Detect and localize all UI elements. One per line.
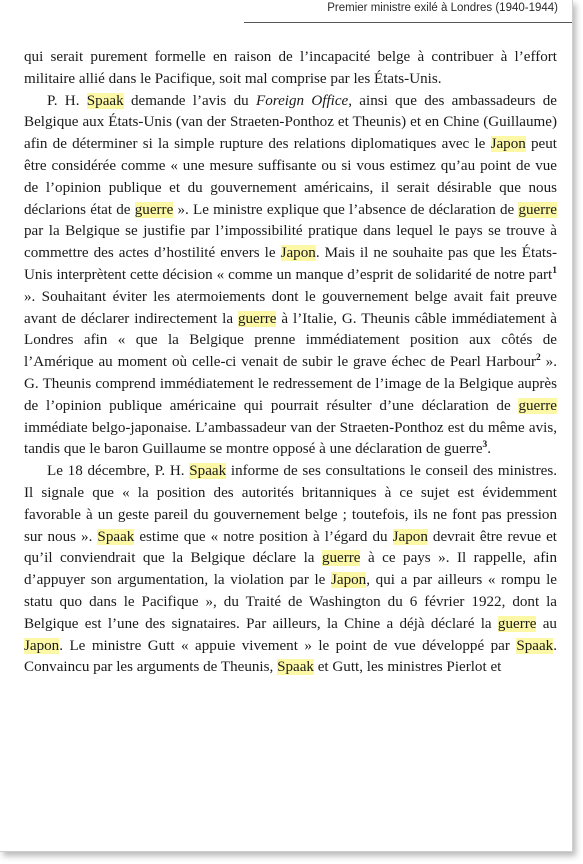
text-run: ». Souhaitant éviter les atermoiements dont le gouvernement belge avait fait preuve avant de déclarer indirectement la (24, 288, 557, 327)
text-run: , qui a par ailleurs « rompu le statu quo dans le Pacifique », du Traité de Washington du 6 février 1922, dont la Belgique est l’une des signataires. Par ailleurs, la Chine a déjà déclaré la (24, 572, 557, 632)
highlighted-term: guerre (134, 201, 174, 218)
text-run: informe de ses consultations le conseil des ministres. Il signale que « la position des autorités britanniques à ce sujet est évidemment favorable à un geste pareil du gouvernement belge ; toutefois, ils ne font pas pression sur nous ». (24, 463, 557, 545)
highlighted-term: Japon (392, 528, 428, 545)
text-run: au (536, 615, 557, 632)
header-rule (244, 22, 572, 23)
text-run: qui serait purement formelle en raison de l’incapacité belge à contribuer à l’effort militaire allié dans le Pacifique, soit mal comprise par les États-Unis. (24, 49, 557, 87)
running-head: Premier ministre exilé à Londres (1940-1944) (327, 2, 558, 14)
text-run: . (487, 441, 492, 458)
text-run: et Gutt, les ministres Pierlot et (313, 659, 502, 676)
body-text (24, 47, 557, 679)
footnote-ref: 1 (552, 265, 557, 276)
footnote-ref: 2 (536, 353, 541, 364)
italic-text: Foreign Office (255, 92, 349, 109)
highlighted-term: guerre (518, 397, 557, 414)
highlighted-term: Spaak (97, 528, 135, 545)
highlighted-term: Spaak (277, 659, 314, 676)
text-run: , ainsi que des ambassadeurs de Belgique aux États-Unis (van der Straeten-Ponthoz et Theunis) et en Chine (Guillaume) afin de déterminer si la simple rupture des relations diplomatiques avec le (24, 92, 557, 153)
highlighted-term: Japon (490, 136, 526, 153)
text-run: à ce pays ». Il rappelle, afin d’appuyer son argumentation, la violation par le (24, 550, 557, 589)
highlighted-term: guerre (321, 550, 361, 567)
highlighted-term: Spaak (516, 637, 554, 654)
text-run: . Convaincu par les arguments de Theunis, (24, 637, 557, 676)
text-run: Le 18 décembre, P. H. (47, 463, 190, 480)
text-run: peut être considérée comme « une mesure suffisante ou si vous estimez qu’au point de vue de l’opinion publique et du gouvernement américains, il serait désirable que nous déclarions état de (24, 136, 557, 218)
paragraph-2 (24, 91, 557, 462)
highlighted-term: Japon (280, 245, 316, 262)
text-run: devrait être revue et qu’il conviendrait que la Belgique déclare la (24, 528, 557, 567)
text-run: ». Le ministre explique que l’absence de déclaration de (173, 201, 519, 218)
paragraph-3 (24, 461, 557, 679)
highlighted-term: Japon (331, 572, 367, 589)
highlighted-term: Spaak (189, 463, 227, 480)
footnote-ref: 3 (482, 440, 488, 451)
highlighted-term: guerre (518, 201, 557, 218)
text-run: . Le ministre Gutt « appuie vivement » le point de vue développé par (59, 637, 517, 654)
text-run: demande l’avis du (123, 92, 256, 109)
highlighted-term: Spaak (86, 92, 124, 109)
highlighted-term: Japon (24, 637, 60, 654)
text-run: estime que « notre position à l’égard du (134, 528, 393, 545)
text-run: P. H. (47, 92, 87, 109)
text-run: immédiate belgo-japonaise. L’ambassadeur van der Straeten-Ponthoz est du même avis, tandis que le baron Guillaume se montre opposé à une déclaration de guerre (24, 419, 557, 458)
text-run: . Mais il ne souhaite pas que les États-Unis interprètent cette décision « comme un manque d’esprit de solidarité de notre part (24, 245, 557, 283)
highlighted-term: guerre (237, 310, 277, 327)
text-run: à l’Italie, G. Theunis câble immédiatement à Londres afin « que la Belgique prenne immédiatement position aux côtés de l’Amérique au moment où celle-ci venait de subir le grave échec de Pearl Harbour (24, 310, 557, 371)
text-run: par la Belgique se justifie par l’impossibilité pratique dans lequel le pays se trouve à commettre des actes d’hostilité envers le (24, 223, 557, 262)
text-run: ». G. Theunis comprend immédiatement le redressement de l’image de la Belgique auprès de l’opinion publique américaine qui pourrait résulter d’une déclaration de (24, 354, 557, 414)
highlighted-term: guerre (497, 615, 537, 632)
paragraph-1 (24, 47, 557, 91)
